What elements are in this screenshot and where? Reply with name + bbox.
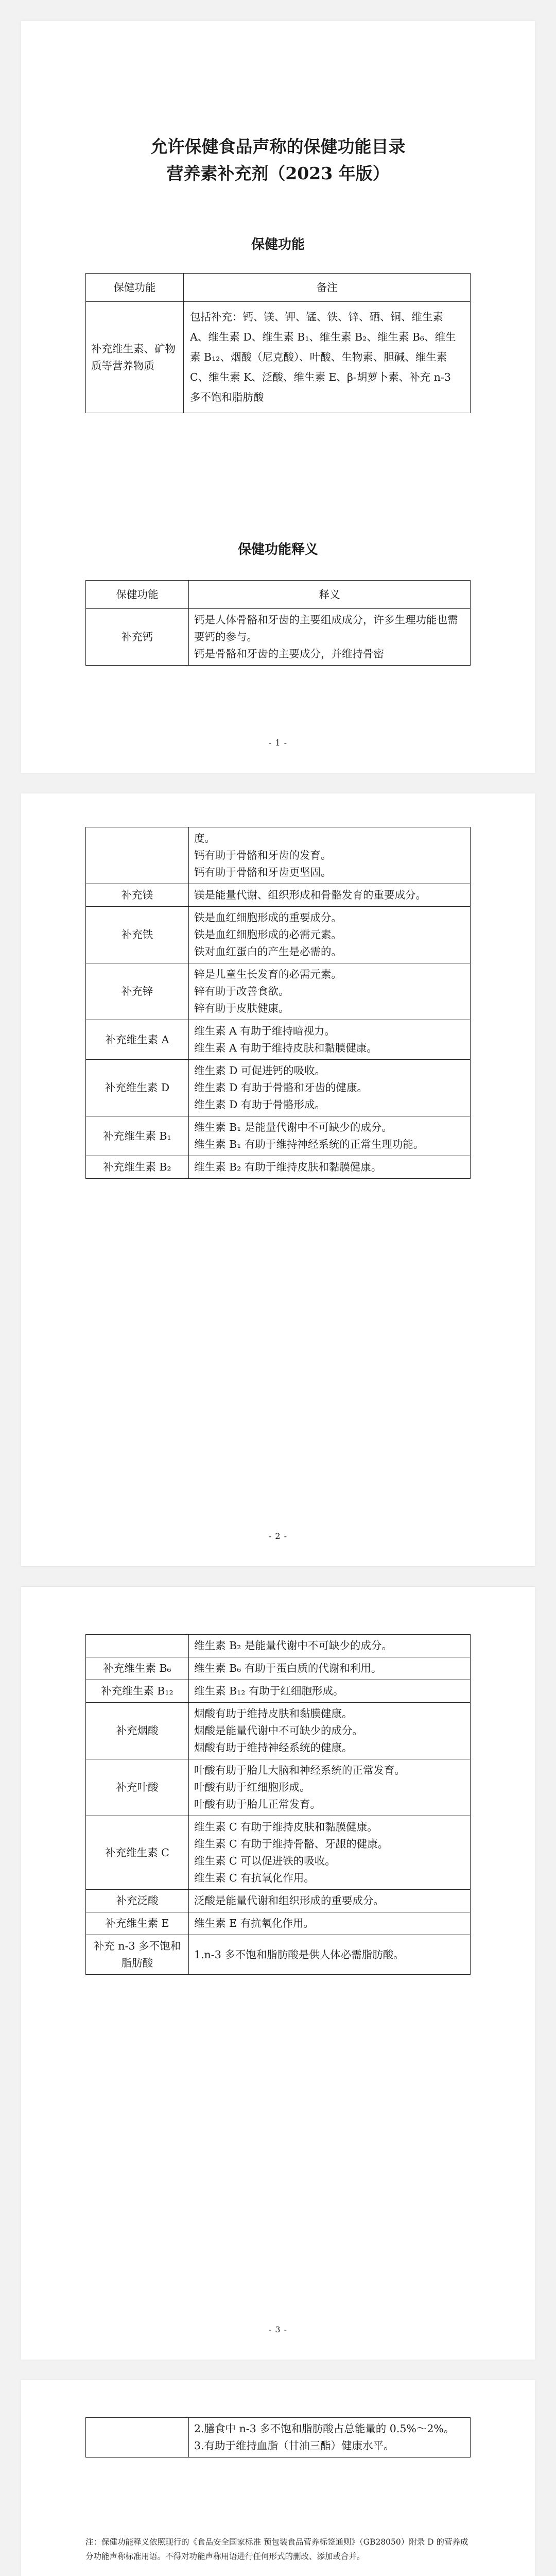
footnote: 注：保健功能释义依照现行的《食品安全国家标准 预包装食品营养标签通则》（GB28050）附录 D 的营养成分功能声称标准用语。不得对功能声称用语进行任何形式的删改、添加或合并。 [85, 2537, 468, 2561]
table-row [86, 1020, 471, 1060]
page-number: - 1 - [268, 738, 288, 748]
function-cell: 补充钙 [86, 609, 189, 666]
table-row [86, 1912, 471, 1935]
page-3 [21, 1587, 535, 2360]
function-cell: 补充维生素 B₁₂ [86, 1680, 189, 1703]
function-cell: 补充叶酸 [86, 1759, 189, 1816]
explanation-cell [189, 1020, 471, 1060]
explanation-line: 维生素 B₁₂ 有助于红细胞形成。 [194, 1685, 344, 1697]
explanation-line: 度。 [194, 832, 215, 844]
function-cell: 补充维生素 C [86, 1816, 189, 1890]
explanation-line: 烟酸有助于维持皮肤和黏膜健康。 [194, 1707, 353, 1720]
explanation-cell [189, 963, 471, 1020]
page-1 [21, 21, 535, 773]
explanation-table-part-3 [85, 1634, 471, 1975]
explanation-cell [189, 1890, 471, 1912]
page-number: - 2 - [268, 1531, 288, 1541]
function-cell [86, 1635, 189, 1657]
explanation-line: 锌是儿童生长发育的必需元素。 [194, 968, 342, 980]
page-number: - 3 - [268, 2325, 288, 2334]
explanation-cell [189, 1816, 471, 1890]
function-cell: 补充维生素 D [86, 1060, 189, 1116]
explanation-cell [189, 1759, 471, 1816]
explanation-line: 锌有助于皮肤健康。 [194, 1002, 289, 1014]
explanation-line: 维生素 E 有抗氧化作用。 [194, 1917, 314, 1929]
explanation-cell [189, 1156, 471, 1179]
explanation-line: 维生素 C 有助于维持骨骼、牙龈的健康。 [194, 1838, 389, 1850]
explanation-line: 维生素 B₂ 是能量代谢中不可缺少的成分。 [194, 1639, 392, 1652]
explanation-table-part-1 [85, 580, 471, 666]
explanation-cell [189, 907, 471, 963]
explanation-line: 维生素 B₁ 是能量代谢中不可缺少的成分。 [194, 1121, 392, 1133]
document-title: 允许保健食品声称的保健功能目录 [150, 137, 406, 157]
explanation-line: 钙有助于骨骼和牙齿更坚固。 [194, 866, 332, 878]
explanation-table-part-2 [85, 827, 471, 1179]
explanation-cell [189, 1935, 471, 1975]
page-4 [21, 2380, 535, 2576]
function-cell: 补充维生素 E [86, 1912, 189, 1935]
table-row [86, 1156, 471, 1179]
table-row [86, 302, 471, 413]
explanation-line: 维生素 C 有抗氧化作用。 [194, 1872, 315, 1884]
explanation-line: 维生素 B₆ 有助于蛋白质的代谢和利用。 [194, 1662, 382, 1674]
explanation-line: 1.n-3 多不饱和脂肪酸是供人体必需脂肪酸。 [194, 1948, 404, 1961]
function-cell: 补充烟酸 [86, 1703, 189, 1759]
explanation-cell [189, 1657, 471, 1680]
table-row [86, 609, 471, 666]
explanation-line: 铁对血红蛋白的产生是必需的。 [194, 945, 342, 958]
table-row [86, 907, 471, 963]
explanation-line: 锌有助于改善食欲。 [194, 985, 289, 997]
function-cell: 补充维生素、矿物质等营养物质 [86, 302, 184, 413]
explanation-cell [189, 1680, 471, 1703]
explanation-line: 钙是人体骨骼和牙齿的主要组成成分，许多生理功能也需要钙的参与。 [194, 614, 458, 643]
table-row [86, 963, 471, 1020]
explanation-line: 铁是血红细胞形成的必需元素。 [194, 928, 342, 941]
section-title-explanations: 保健功能释义 [237, 542, 318, 557]
explanation-line: 2.膳食中 n-3 多不饱和脂肪酸占总能量的 0.5%～2%。 [194, 2422, 455, 2435]
table-row [86, 1935, 471, 1975]
explanation-cell [189, 1635, 471, 1657]
explanation-line: 维生素 B₂ 有助于维持皮肤和黏膜健康。 [194, 1161, 382, 1173]
table-row [86, 1816, 471, 1890]
function-cell: 补充维生素 A [86, 1020, 189, 1060]
function-cell: 补充泛酸 [86, 1890, 189, 1912]
function-cell [86, 2418, 189, 2458]
function-cell: 补充维生素 B₆ [86, 1657, 189, 1680]
page-2 [21, 793, 535, 1566]
explanation-cell [189, 827, 471, 884]
explanation-cell [189, 2418, 471, 2458]
explanation-cell [189, 1912, 471, 1935]
explanation-table-part-4 [85, 2417, 471, 2458]
header-explanation: 释义 [189, 581, 471, 609]
explanation-line: 维生素 C 有助于维持皮肤和黏膜健康。 [194, 1821, 378, 1833]
explanation-line: 维生素 A 有助于维持暗视力。 [194, 1025, 335, 1037]
explanation-line: 维生素 D 有助于骨骼形成。 [194, 1098, 325, 1111]
explanation-line: 烟酸是能量代谢中不可缺少的成分。 [194, 1724, 363, 1737]
explanation-line: 钙是骨骼和牙齿的主要成分，并维持骨密 [194, 648, 384, 660]
table-row [86, 1759, 471, 1816]
explanation-line: 维生素 D 有助于骨骼和牙齿的健康。 [194, 1081, 368, 1094]
functions-table [85, 273, 471, 413]
explanation-line: 叶酸有助于胎儿正常发育。 [194, 1798, 321, 1810]
table-row [86, 1703, 471, 1759]
explanation-line: 叶酸有助于红细胞形成。 [194, 1781, 310, 1793]
section-title-functions: 保健功能 [251, 237, 305, 252]
table-row [86, 1060, 471, 1116]
function-cell: 补充维生素 B₁ [86, 1116, 189, 1156]
table-row [86, 1635, 471, 1657]
explanation-line: 铁是血红细胞形成的重要成分。 [194, 911, 342, 924]
table-header-row [86, 581, 471, 609]
explanation-line: 烟酸有助于维持神经系统的健康。 [194, 1741, 353, 1754]
function-cell [86, 827, 189, 884]
explanation-cell [189, 609, 471, 666]
header-note: 备注 [184, 274, 471, 302]
explanation-line: 3.有助于维持血脂（甘油三酯）健康水平。 [194, 2439, 394, 2452]
document-subtitle: 营养素补充剂（2023 年版） [166, 163, 390, 183]
header-function: 保健功能 [86, 581, 189, 609]
explanation-line: 叶酸有助于胎儿大脑和神经系统的正常发育。 [194, 1764, 405, 1776]
function-cell: 补充维生素 B₂ [86, 1156, 189, 1179]
explanation-line: 钙有助于骨骼和牙齿的发育。 [194, 849, 332, 861]
function-cell: 补充镁 [86, 884, 189, 907]
table-row [86, 2418, 471, 2458]
explanation-cell [189, 1116, 471, 1156]
explanation-cell [189, 1060, 471, 1116]
function-cell: 补充锌 [86, 963, 189, 1020]
explanation-cell [189, 1703, 471, 1759]
table-row [86, 884, 471, 907]
table-row [86, 1680, 471, 1703]
explanation-line: 维生素 A 有助于维持皮肤和黏膜健康。 [194, 1042, 377, 1054]
table-row [86, 1116, 471, 1156]
function-cell: 补充铁 [86, 907, 189, 963]
explanation-line: 镁是能量代谢、组织形成和骨骼发育的重要成分。 [194, 889, 426, 901]
explanation-line: 维生素 B₁ 有助于维持神经系统的正常生理功能。 [194, 1138, 424, 1150]
note-cell: 包括补充：钙、镁、钾、锰、铁、锌、硒、铜、维生素 A、维生素 D、维生素 B₁、维生素 B₂、维生素 B₆、维生素 B₁₂、烟酸（尼克酸）、叶酸、生物素、胆碱、维生素 C、维生素 K、泛酸、维生素 E、β-胡萝卜素、补充 n-3 多不饱和脂肪酸 [184, 302, 471, 413]
explanation-line: 维生素 D 可促进钙的吸收。 [194, 1064, 325, 1077]
table-row [86, 827, 471, 884]
table-header-row [86, 274, 471, 302]
table-row [86, 1890, 471, 1912]
table-row [86, 1657, 471, 1680]
explanation-line: 泛酸是能量代谢和组织形成的重要成分。 [194, 1894, 384, 1907]
header-function: 保健功能 [86, 274, 184, 302]
explanation-line: 维生素 C 可以促进铁的吸收。 [194, 1855, 336, 1867]
function-cell: 补充 n-3 多不饱和脂肪酸 [86, 1935, 189, 1975]
explanation-cell [189, 884, 471, 907]
